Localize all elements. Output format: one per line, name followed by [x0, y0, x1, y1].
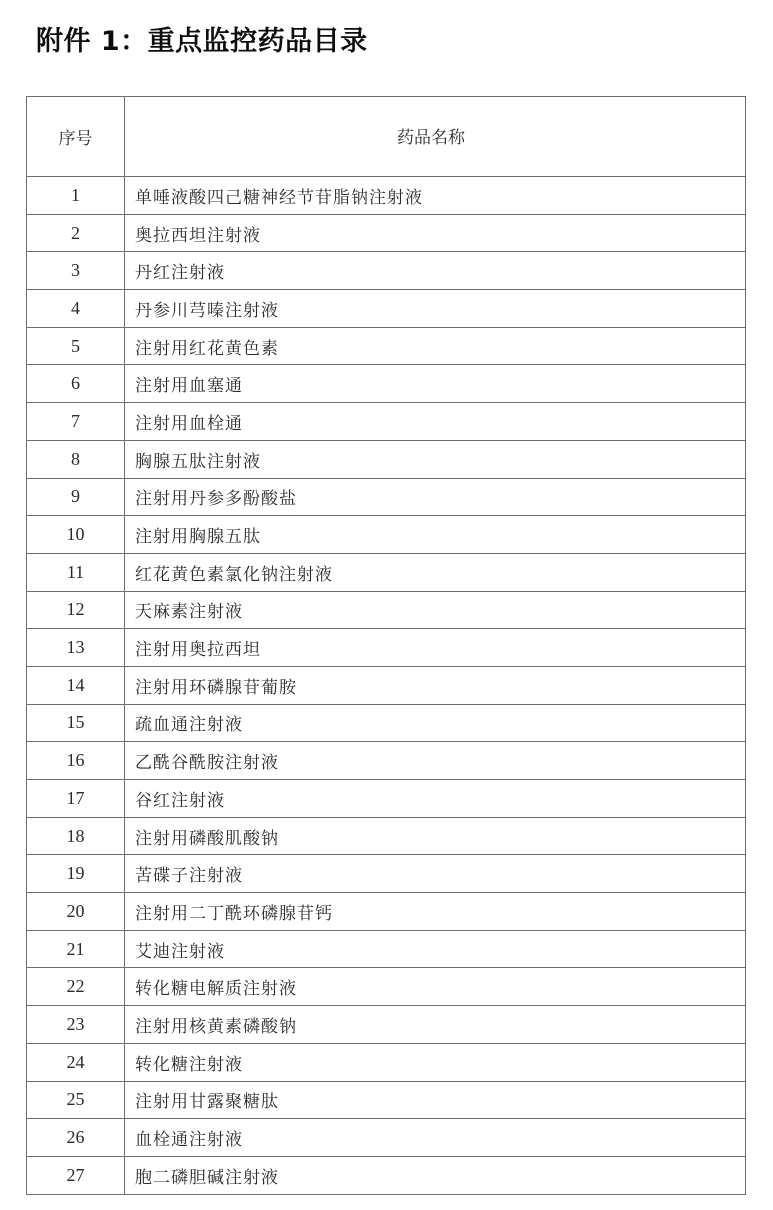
row-index: 15: [27, 704, 125, 742]
table-row: [27, 478, 746, 516]
page-title: 附件 1：重点监控药品目录: [36, 26, 368, 57]
drug-name: 丹红注射液: [125, 252, 746, 290]
row-index: 16: [27, 742, 125, 780]
drug-name: 疏血通注射液: [125, 704, 746, 742]
table-row: [27, 327, 746, 365]
table-row: [27, 1081, 746, 1119]
table-row: [27, 591, 746, 629]
drug-name: 天麻素注射液: [125, 591, 746, 629]
row-index: 18: [27, 817, 125, 855]
row-index: 22: [27, 968, 125, 1006]
drug-name: 谷红注射液: [125, 780, 746, 818]
row-index: 19: [27, 855, 125, 893]
drug-name: 单唾液酸四己糖神经节苷脂钠注射液: [125, 177, 746, 215]
drug-name: 注射用甘露聚糖肽: [125, 1081, 746, 1119]
row-index: 10: [27, 516, 125, 554]
drug-name: 注射用核黄素磷酸钠: [125, 1006, 746, 1044]
drug-name: 转化糖电解质注射液: [125, 968, 746, 1006]
drug-name: 艾迪注射液: [125, 930, 746, 968]
table-row: [27, 1156, 746, 1194]
drug-name: 注射用红花黄色素: [125, 327, 746, 365]
row-index: 8: [27, 440, 125, 478]
row-index: 23: [27, 1006, 125, 1044]
table-row: [27, 440, 746, 478]
row-index: 1: [27, 177, 125, 215]
drug-name: 胸腺五肽注射液: [125, 440, 746, 478]
row-index: 9: [27, 478, 125, 516]
drug-name: 丹参川芎嗪注射液: [125, 290, 746, 328]
row-index: 5: [27, 327, 125, 365]
row-index: 17: [27, 780, 125, 818]
table-row: [27, 780, 746, 818]
drug-name: 苦碟子注射液: [125, 855, 746, 893]
table-row: [27, 1043, 746, 1081]
drug-name: 注射用丹参多酚酸盐: [125, 478, 746, 516]
row-index: 21: [27, 930, 125, 968]
drug-list-table: [26, 96, 746, 1195]
table-row: [27, 1006, 746, 1044]
table-row: [27, 1119, 746, 1157]
drug-name: 注射用奥拉西坦: [125, 629, 746, 667]
drug-name: 注射用胸腺五肽: [125, 516, 746, 554]
row-index: 6: [27, 365, 125, 403]
table-row: [27, 704, 746, 742]
table-row: [27, 968, 746, 1006]
row-index: 2: [27, 214, 125, 252]
drug-name: 血栓通注射液: [125, 1119, 746, 1157]
row-index: 24: [27, 1043, 125, 1081]
table-header-row: [27, 97, 746, 177]
drug-name: 注射用磷酸肌酸钠: [125, 817, 746, 855]
row-index: 4: [27, 290, 125, 328]
row-index: 27: [27, 1156, 125, 1194]
drug-name: 注射用血塞通: [125, 365, 746, 403]
table-row: [27, 252, 746, 290]
table-row: [27, 177, 746, 215]
row-index: 7: [27, 403, 125, 441]
drug-name: 红花黄色素氯化钠注射液: [125, 553, 746, 591]
table-row: [27, 290, 746, 328]
table-row: [27, 817, 746, 855]
drug-name: 注射用血栓通: [125, 403, 746, 441]
drug-name: 注射用二丁酰环磷腺苷钙: [125, 893, 746, 931]
table-row: [27, 629, 746, 667]
column-header-index: 序号: [27, 97, 125, 177]
row-index: 14: [27, 666, 125, 704]
table-row: [27, 742, 746, 780]
table-row: [27, 516, 746, 554]
row-index: 3: [27, 252, 125, 290]
drug-name: 乙酰谷酰胺注射液: [125, 742, 746, 780]
row-index: 11: [27, 553, 125, 591]
row-index: 25: [27, 1081, 125, 1119]
drug-name: 转化糖注射液: [125, 1043, 746, 1081]
drug-name: 注射用环磷腺苷葡胺: [125, 666, 746, 704]
row-index: 26: [27, 1119, 125, 1157]
table-row: [27, 214, 746, 252]
table-row: [27, 553, 746, 591]
table-row: [27, 893, 746, 931]
table-row: [27, 930, 746, 968]
table-row: [27, 666, 746, 704]
table-body: [27, 177, 746, 1195]
row-index: 12: [27, 591, 125, 629]
table-row: [27, 365, 746, 403]
table-row: [27, 403, 746, 441]
drug-name: 胞二磷胆碱注射液: [125, 1156, 746, 1194]
row-index: 13: [27, 629, 125, 667]
table-row: [27, 855, 746, 893]
column-header-name: 药品名称: [125, 97, 746, 177]
row-index: 20: [27, 893, 125, 931]
drug-name: 奥拉西坦注射液: [125, 214, 746, 252]
